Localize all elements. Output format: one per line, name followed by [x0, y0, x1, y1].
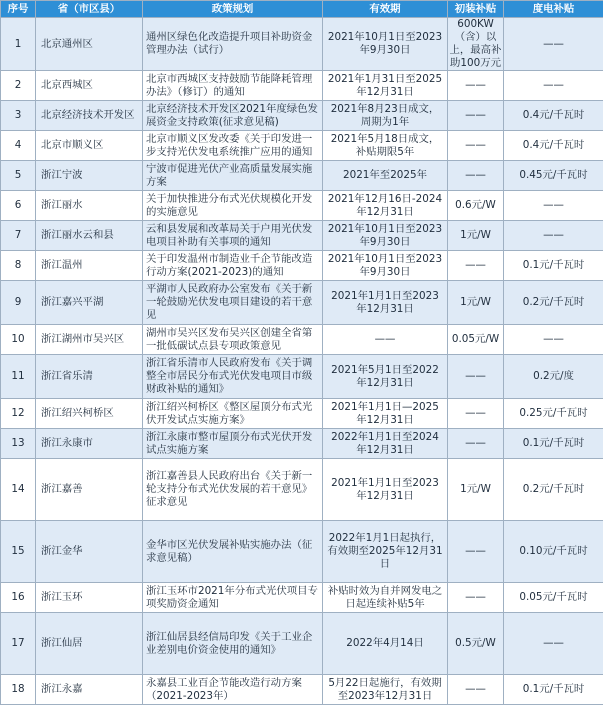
region-cell: 浙江丽水	[36, 191, 143, 221]
power-subsidy-cell: 0.45元/千瓦时	[504, 161, 603, 191]
seq-cell: 14	[1, 459, 36, 521]
power-subsidy-cell: ——	[504, 613, 603, 675]
valid-cell: 2021年1月1日至2023年12月31日	[323, 459, 448, 521]
initial-subsidy-cell: 0.05元/W	[448, 325, 504, 355]
initial-subsidy-cell: ——	[448, 101, 504, 131]
valid-cell: 2021年至2025年	[323, 161, 448, 191]
header-policy: 政策规划	[143, 1, 323, 18]
region-cell: 北京通州区	[36, 18, 143, 71]
seq-cell: 12	[1, 399, 36, 429]
valid-cell: ——	[323, 325, 448, 355]
policy-cell: 浙江永康市整市屋顶分布式光伏开发试点实施方案	[143, 429, 323, 459]
region-cell: 浙江嘉兴平湖	[36, 281, 143, 325]
power-subsidy-cell: ——	[504, 71, 603, 101]
seq-cell: 11	[1, 355, 36, 399]
valid-cell: 2021年1月1日—2025年12月31日	[323, 399, 448, 429]
initial-subsidy-cell: ——	[448, 675, 504, 705]
table-row	[1, 399, 603, 429]
header-power-subsidy: 度电补贴	[504, 1, 603, 18]
initial-subsidy-cell: ——	[448, 429, 504, 459]
table-row	[1, 221, 603, 251]
initial-subsidy-cell: ——	[448, 355, 504, 399]
policy-cell: 通州区绿色化改造提升项目补助资金管理办法（试行）	[143, 18, 323, 71]
initial-subsidy-cell: 0.6元/W	[448, 191, 504, 221]
valid-cell: 2021年1月1日至2023年12月31日	[323, 281, 448, 325]
policy-cell: 湖州市吴兴区发布吴兴区创建全省第一批低碳试点县专项政策意见	[143, 325, 323, 355]
power-subsidy-cell: 0.4元/千瓦时	[504, 101, 603, 131]
power-subsidy-cell: ——	[504, 221, 603, 251]
region-cell: 浙江永嘉	[36, 675, 143, 705]
header-initial-subsidy: 初装补贴	[448, 1, 504, 18]
policy-cell: 浙江玉环市2021年分布式光伏项目专项奖励资金通知	[143, 583, 323, 613]
initial-subsidy-cell: ——	[448, 583, 504, 613]
seq-cell: 9	[1, 281, 36, 325]
policy-cell: 浙江绍兴柯桥区《整区屋顶分布式光伏开发试点实施方案》	[143, 399, 323, 429]
seq-cell: 7	[1, 221, 36, 251]
region-cell: 浙江温州	[36, 251, 143, 281]
seq-cell: 4	[1, 131, 36, 161]
region-cell: 浙江永康市	[36, 429, 143, 459]
region-cell: 浙江省乐清	[36, 355, 143, 399]
region-cell: 北京市顺义区	[36, 131, 143, 161]
initial-subsidy-cell: ——	[448, 251, 504, 281]
header-seq: 序号	[1, 1, 36, 18]
table-row	[1, 161, 603, 191]
region-cell: 浙江丽水云和县	[36, 221, 143, 251]
table-row	[1, 675, 603, 705]
policy-cell: 金华市区光伏发展补贴实施办法（征求意见稿）	[143, 521, 323, 583]
initial-subsidy-cell: ——	[448, 399, 504, 429]
valid-cell: 2021年5月1日至2022年12月31日	[323, 355, 448, 399]
table-row	[1, 583, 603, 613]
valid-cell: 2022年1月1日起执行，有效期至2025年12月31日	[323, 521, 448, 583]
table-row	[1, 101, 603, 131]
region-cell: 浙江宁波	[36, 161, 143, 191]
valid-cell: 2021年8月23日成文，周期为1年	[323, 101, 448, 131]
initial-subsidy-cell: ——	[448, 71, 504, 101]
valid-cell: 2021年10月1日至2023年9月30日	[323, 221, 448, 251]
region-cell: 浙江玉环	[36, 583, 143, 613]
power-subsidy-cell: 0.4元/千瓦时	[504, 131, 603, 161]
table-row	[1, 355, 603, 399]
header-region: 省（市区县）	[36, 1, 143, 18]
seq-cell: 17	[1, 613, 36, 675]
table-header-row	[1, 1, 603, 18]
valid-cell: 2021年10月1日至2023年9月30日	[323, 251, 448, 281]
valid-cell: 2022年4月14日	[323, 613, 448, 675]
power-subsidy-cell: 0.2元/度	[504, 355, 603, 399]
valid-cell: 补贴时效为自并网发电之日起连续补贴5年	[323, 583, 448, 613]
seq-cell: 8	[1, 251, 36, 281]
policy-cell: 云和县发展和改革局关于户用光伏发电项目补助有关事项的通知	[143, 221, 323, 251]
table-row	[1, 459, 603, 521]
valid-cell: 5月22日起施行，有效期至2023年12月31日	[323, 675, 448, 705]
power-subsidy-cell: ——	[504, 325, 603, 355]
policy-cell: 永嘉县工业百企节能改造行动方案（2021-2023年）	[143, 675, 323, 705]
region-cell: 浙江湖州市吴兴区	[36, 325, 143, 355]
policy-cell: 浙江嘉善县人民政府出台《关于新一轮支持分布式光伏发展的若干意见》征求意见	[143, 459, 323, 521]
power-subsidy-cell: 0.25元/千瓦时	[504, 399, 603, 429]
seq-cell: 13	[1, 429, 36, 459]
table-row	[1, 521, 603, 583]
policy-cell: 关于印发温州市制造业千企节能改造行动方案(2021-2023)的通知	[143, 251, 323, 281]
initial-subsidy-cell: 1元/W	[448, 221, 504, 251]
seq-cell: 2	[1, 71, 36, 101]
power-subsidy-cell: 0.2元/千瓦时	[504, 281, 603, 325]
initial-subsidy-cell: 1元/W	[448, 459, 504, 521]
power-subsidy-cell: 0.05元/千瓦时	[504, 583, 603, 613]
valid-cell: 2021年12月16日-2024年12月31日	[323, 191, 448, 221]
valid-cell: 2022年1月1日至2024年12月31日	[323, 429, 448, 459]
table-row	[1, 613, 603, 675]
valid-cell: 2021年1月31日至2025年12月31日	[323, 71, 448, 101]
policy-cell: 平湖市人民政府办公室发布《关于新一轮鼓励光伏发电项目建设的若干意见	[143, 281, 323, 325]
initial-subsidy-cell: ——	[448, 161, 504, 191]
seq-cell: 6	[1, 191, 36, 221]
table-row	[1, 251, 603, 281]
policy-cell: 北京市顺义区发改委《关于印发进一步支持光伏发电系统推广应用的通知	[143, 131, 323, 161]
table-row	[1, 131, 603, 161]
seq-cell: 5	[1, 161, 36, 191]
power-subsidy-cell: 0.1元/千瓦时	[504, 251, 603, 281]
region-cell: 浙江绍兴柯桥区	[36, 399, 143, 429]
power-subsidy-cell: 0.1元/千瓦时	[504, 429, 603, 459]
policy-cell: 北京市西城区支持鼓励节能降耗管理办法》（修订）的通知	[143, 71, 323, 101]
table-row	[1, 281, 603, 325]
table-row	[1, 191, 603, 221]
table-row	[1, 429, 603, 459]
region-cell: 北京经济技术开发区	[36, 101, 143, 131]
initial-subsidy-cell: ——	[448, 131, 504, 161]
region-cell: 浙江金华	[36, 521, 143, 583]
policy-cell: 宁波市促进光伏产业高质量发展实施方案	[143, 161, 323, 191]
power-subsidy-cell: 0.2元/千瓦时	[504, 459, 603, 521]
table-row	[1, 325, 603, 355]
seq-cell: 3	[1, 101, 36, 131]
power-subsidy-cell: ——	[504, 191, 603, 221]
policy-cell: 浙江仙居县经信局印发《关于工业企业差别电价资金使用的通知》	[143, 613, 323, 675]
policy-cell: 关于加快推进分布式光伏规模化开发的实施意见	[143, 191, 323, 221]
power-subsidy-cell: 0.10元/千瓦时	[504, 521, 603, 583]
seq-cell: 10	[1, 325, 36, 355]
region-cell: 北京西城区	[36, 71, 143, 101]
table-row	[1, 71, 603, 101]
initial-subsidy-cell: 0.5元/W	[448, 613, 504, 675]
seq-cell: 15	[1, 521, 36, 583]
power-subsidy-cell: ——	[504, 18, 603, 71]
header-valid: 有效期	[323, 1, 448, 18]
policy-cell: 浙江省乐清市人民政府发布《关于调整全市居民分布式光伏发电项目市级财政补贴的通知》	[143, 355, 323, 399]
seq-cell: 18	[1, 675, 36, 705]
table-row	[1, 18, 603, 71]
initial-subsidy-cell: 600KW（含）以上，最高补助100万元	[448, 18, 504, 71]
region-cell: 浙江仙居	[36, 613, 143, 675]
initial-subsidy-cell: ——	[448, 521, 504, 583]
valid-cell: 2021年5月18日成文，补贴期限5年	[323, 131, 448, 161]
region-cell: 浙江嘉善	[36, 459, 143, 521]
valid-cell: 2021年10月1日至2023年9月30日	[323, 18, 448, 71]
seq-cell: 1	[1, 18, 36, 71]
seq-cell: 16	[1, 583, 36, 613]
power-subsidy-cell: 0.1元/千瓦时	[504, 675, 603, 705]
initial-subsidy-cell: 1元/W	[448, 281, 504, 325]
policy-cell: 北京经济技术开发区2021年度绿色发展资金支持政策(征求意见稿)	[143, 101, 323, 131]
